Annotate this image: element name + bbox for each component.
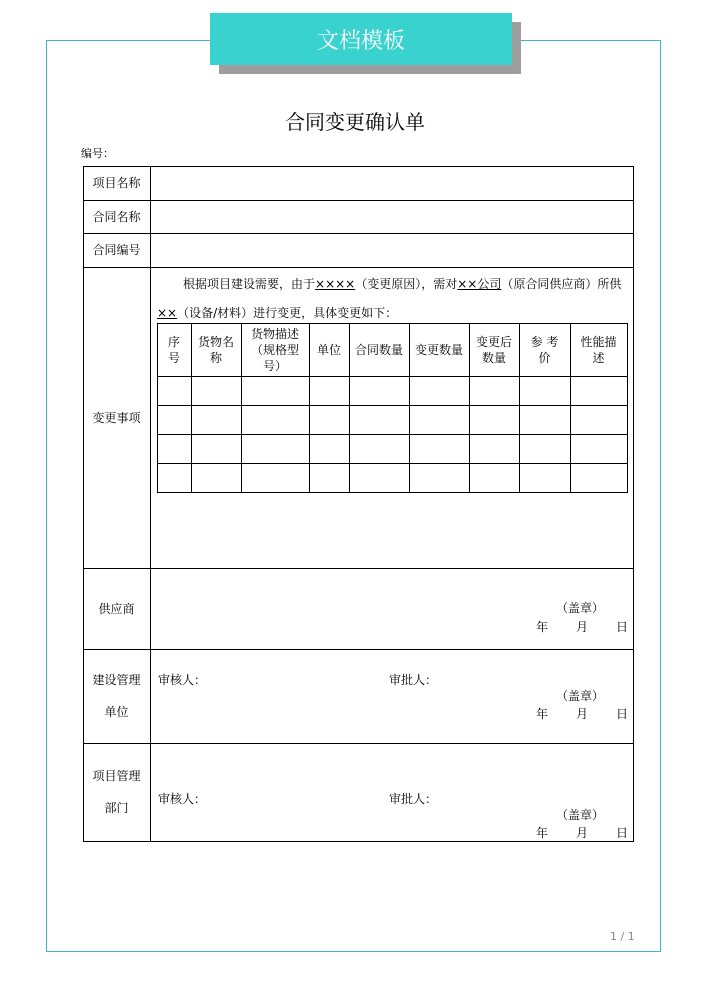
divider bbox=[157, 405, 628, 406]
divider bbox=[83, 649, 634, 650]
company-field: ××公司 bbox=[457, 277, 502, 291]
date bbox=[536, 824, 628, 841]
month: 月 bbox=[575, 826, 588, 840]
label-change-items: 变更事项 bbox=[92, 410, 141, 425]
seal: （盖章） bbox=[556, 601, 605, 615]
column-header: 参 考价 bbox=[530, 334, 559, 365]
approver-label: 审批人： bbox=[389, 792, 438, 806]
divider bbox=[83, 743, 634, 744]
column-header: 变更数量 bbox=[415, 342, 464, 357]
divider bbox=[83, 200, 634, 201]
column-header: 合同数量 bbox=[355, 342, 404, 357]
reviewer-label: 审核人： bbox=[158, 673, 207, 687]
column-header: 货物名称 bbox=[197, 334, 234, 365]
day: 日 bbox=[615, 826, 628, 840]
date bbox=[536, 618, 628, 635]
seal: （盖章） bbox=[556, 808, 605, 822]
day: 日 bbox=[615, 707, 628, 721]
month: 月 bbox=[575, 707, 588, 721]
divider bbox=[309, 323, 310, 493]
intro-text: 根据项目建设需要，由于 bbox=[183, 277, 316, 291]
label-contract-no: 合同编号 bbox=[92, 243, 141, 257]
column-header: 单位 bbox=[316, 342, 341, 357]
page-indicator: 1 / 1 bbox=[610, 930, 635, 943]
divider bbox=[83, 233, 634, 234]
day: 日 bbox=[615, 620, 628, 634]
column-header: 货物描述（规格型号） bbox=[250, 326, 299, 373]
number-label: 编号： bbox=[81, 147, 114, 160]
divider bbox=[519, 323, 520, 493]
label-supplier: 供应商 bbox=[98, 601, 135, 616]
divider bbox=[157, 463, 628, 464]
column-header: 变更后数量 bbox=[475, 334, 512, 365]
column-header: 性能描述 bbox=[580, 334, 617, 365]
divider bbox=[157, 376, 628, 377]
year: 年 bbox=[536, 707, 549, 721]
approver-label: 审批人： bbox=[389, 673, 438, 687]
label-contract-name: 合同名称 bbox=[92, 209, 141, 224]
divider bbox=[409, 323, 410, 493]
column-header: 序号 bbox=[167, 334, 180, 365]
reviewer-label: 审核人： bbox=[158, 792, 207, 806]
divider bbox=[570, 323, 571, 493]
label-project-name: 项目名称 bbox=[92, 176, 141, 190]
change-reason-field: ×××× bbox=[315, 277, 356, 291]
divider bbox=[241, 323, 242, 493]
intro-text: （原合同供应商）所供 bbox=[501, 277, 622, 291]
date bbox=[536, 705, 628, 722]
divider bbox=[191, 323, 192, 493]
banner: 文档模板 bbox=[210, 13, 512, 65]
intro-text: （变更原因），需对 bbox=[355, 277, 458, 291]
divider bbox=[83, 568, 634, 569]
document-title: 合同变更确认单 bbox=[285, 110, 425, 134]
divider bbox=[157, 434, 628, 435]
divider bbox=[469, 323, 470, 493]
label-project-dept: 项目管理部门 bbox=[92, 769, 141, 815]
intro-text: （设备/材料）进行变更，具体变更如下： bbox=[177, 306, 398, 320]
year: 年 bbox=[536, 826, 549, 840]
material-field: ×× bbox=[157, 306, 178, 320]
month: 月 bbox=[575, 620, 588, 634]
year: 年 bbox=[536, 620, 549, 634]
label-construction-unit: 建设管理单位 bbox=[92, 673, 141, 719]
divider bbox=[83, 267, 634, 268]
divider bbox=[349, 323, 350, 493]
seal: （盖章） bbox=[556, 689, 605, 703]
change-intro bbox=[157, 270, 629, 328]
